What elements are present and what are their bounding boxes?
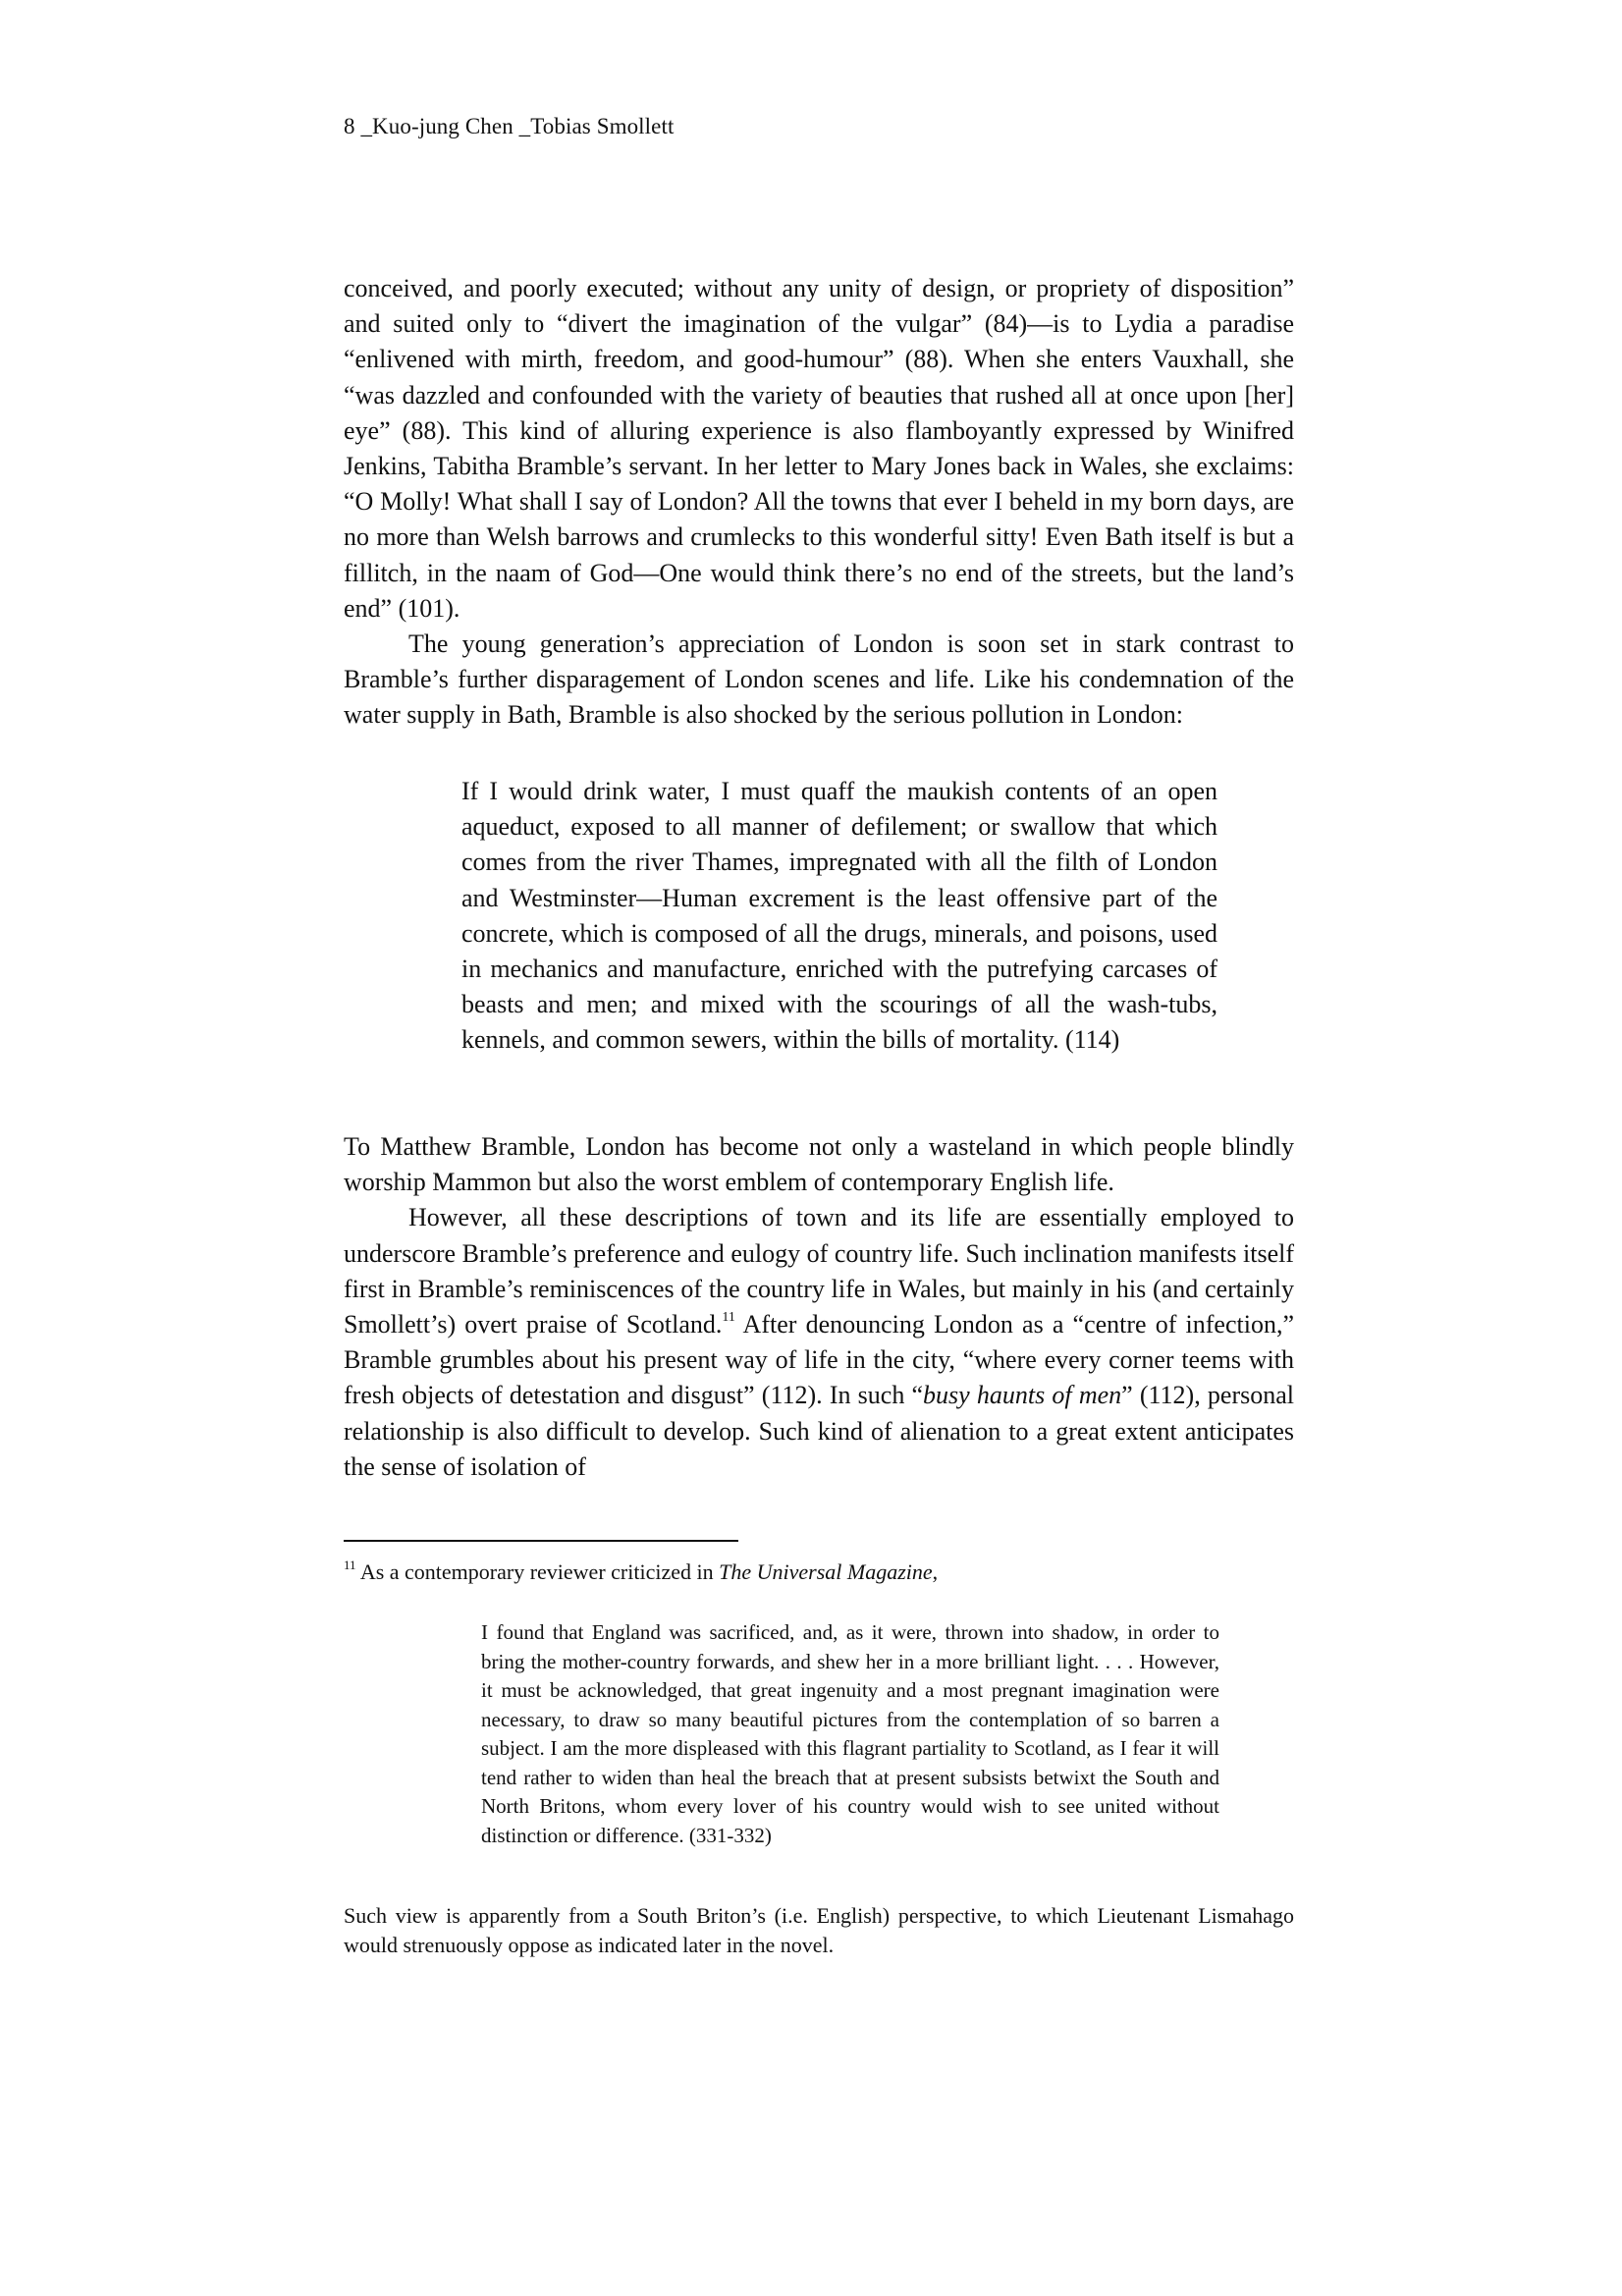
footnote-tail — [344, 1901, 1294, 1960]
paragraph-3: To Matthew Bramble, London has become not only a wasteland in which people blindly worship Mammon but also the worst emblem of contemporary English life. — [344, 1132, 1294, 1197]
footnote-reference: 11 — [722, 1310, 735, 1326]
footnote-intro — [344, 1558, 938, 1587]
paragraph-1: conceived, and poorly executed; without any unity of design, or propriety of disposition” and suited only to “divert the imagination of the vulgar” (84)—is to Lydia a paradise “enlivened with mirth, freedom, and good-humour” (88). When she enters Vauxhall, she “was dazzled and confounded with the variety of beauties that rushed all at once upon [her] eye” (88). This kind of alluring experience is also flamboyantly expressed by Winifred Jenkins, Tabitha Bramble’s servant. In her letter to Mary Jones back in Wales, she exclaims: “O Molly! What shall I say of London? All the towns that ever I beheld in my born days, are no more than Welsh barrows and crumlecks to this wonderful sitty! Even Bath itself is but a fillitch, in the naam of God—One would think there’s no end of the streets, but the land’s end” (101). — [344, 274, 1294, 623]
main-text-top — [344, 271, 1294, 734]
running-head: 8 _Kuo-jung Chen _Tobias Smollett — [344, 114, 675, 138]
main-text-bottom — [344, 1129, 1294, 1485]
footnote-intro-text: As a contemporary reviewer criticized in — [355, 1559, 720, 1584]
paragraph-4-part-a: However, all these descriptions of town and its life are essentially employed to underscore Bramble’s preference and eulogy of country life. Such inclination manifests itself first in Bramble’s reminiscences of the country life in Wales, but mainly in his (and certainly Smollett’s) overt praise of Scotland. — [344, 1203, 1294, 1339]
paragraph-4-part-b: After denouncing London as a “centre of infection,” Bramble grumbles about his present way of life in the city, “where every corner teems with fresh objects of detestation and disgust” (112). In such “ — [344, 1310, 1294, 1410]
footnote-tail-text: Such view is apparently from a South Briton’s (i.e. English) perspective, to which Lieutenant Lismahago would strenuously oppose as indicated later in the novel. — [344, 1903, 1294, 1957]
footnote-number: 11 — [344, 1557, 356, 1572]
footnote-separator — [344, 1540, 738, 1542]
footnote-quote-text: I found that England was sacrificed, and, as it were, thrown into shadow, in order to bring the mother-country forwards, and shew her in a more brilliant light. . . . However, it must be acknowledged, that great ingenuity and a most pregnant imagination were necessary, to draw so many beautiful pictures from the contemplation of so barren a subject. I am the more displeased with this flagrant partiality to Scotland, as I fear it will tend rather to widen than heal the breach that at present subsists betwixt the South and North Britons, whom every lover of his country would wish to see united without distinction or difference. (331-332) — [481, 1620, 1219, 1847]
footnote-quote — [481, 1618, 1219, 1850]
paragraph-4 — [344, 1200, 1294, 1485]
paragraph-4-part-c: ” (112), personal relationship is also difficult to develop. Such kind of alienation to a great extent anticipates the sense of isolation of — [344, 1381, 1294, 1481]
paragraph-4-italic: busy haunts of men — [923, 1381, 1122, 1410]
footnote-intro-end: , — [932, 1559, 939, 1584]
block-quote: If I would drink water, I must quaff the maukish contents of an open aqueduct, exposed to all manner of defilement; or swallow that which comes from the river Thames, impregnated with all the filth of London and Westminster—Human excrement is the least offensive part of the concrete, which is composed of all the drugs, minerals, and poisons, used in mechanics and manufacture, enriched with the putrefying carcases of beasts and men; and mixed with the scourings of all the wash-tubs, kennels, and common sewers, within the bills of mortality. (114) — [461, 777, 1217, 1055]
paragraph-2: The young generation’s appreciation of London is soon set in stark contrast to Bramble’s further disparagement of London scenes and life. Like his condemnation of the water supply in Bath, Bramble is also shocked by the serious pollution in London: — [344, 629, 1294, 730]
footnote-source-title: The Universal Magazine — [719, 1559, 933, 1584]
